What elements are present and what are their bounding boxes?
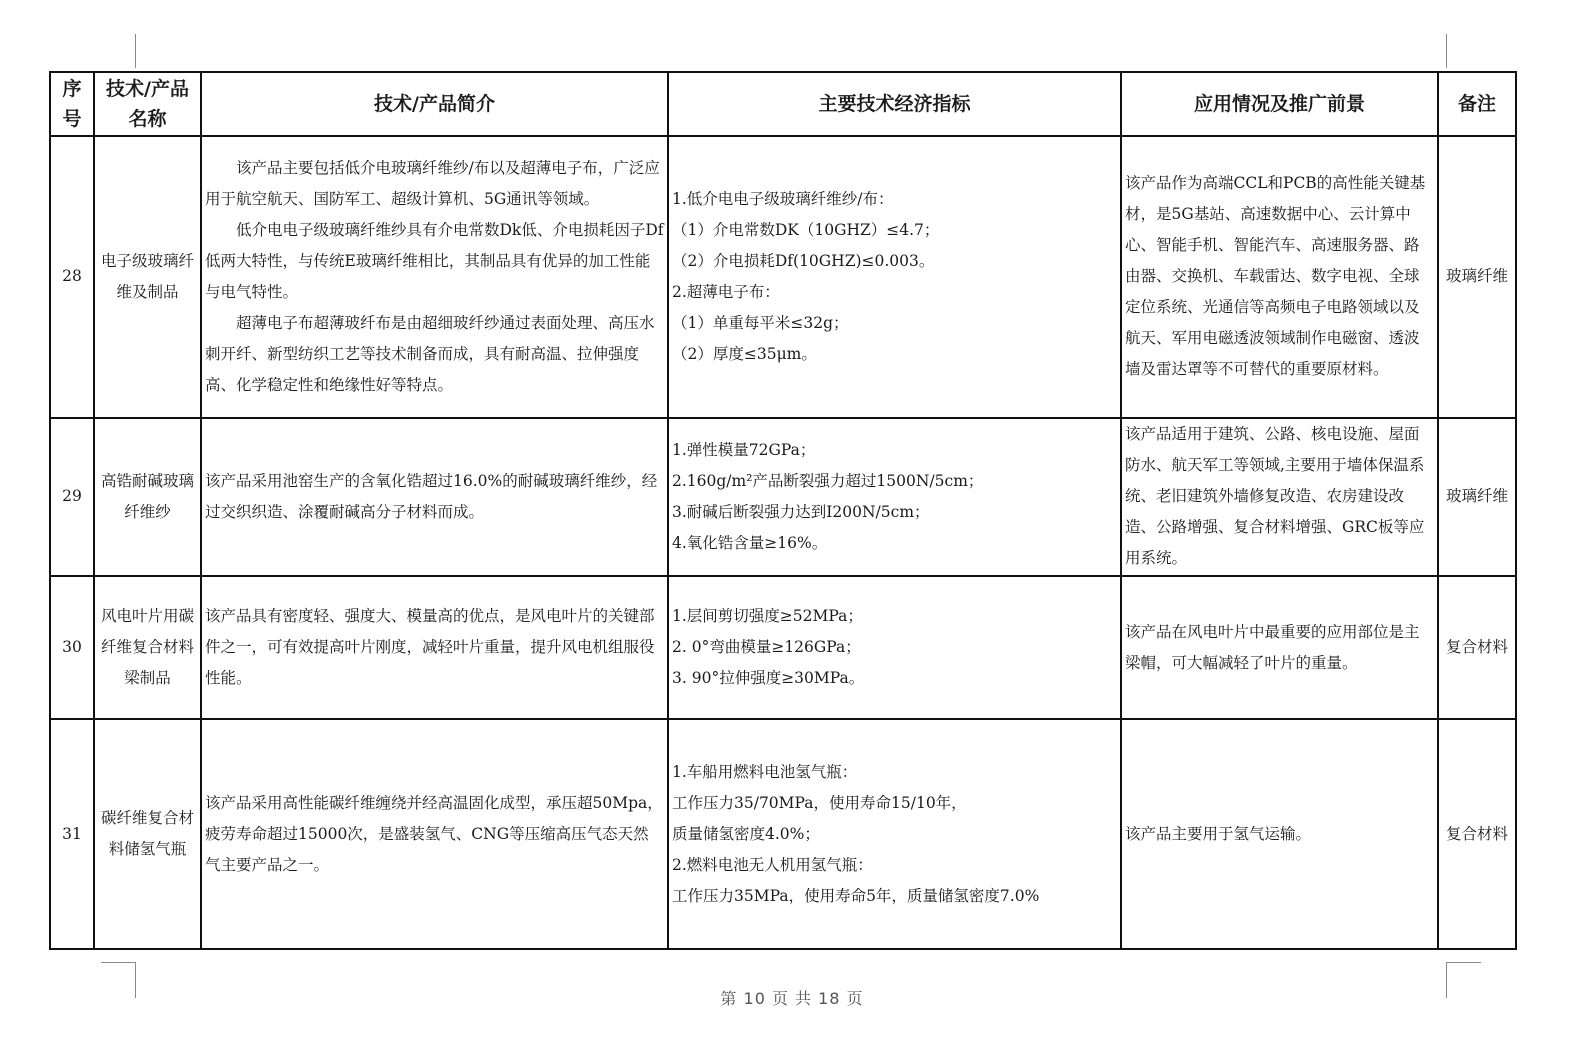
header-remark: 备注 (1438, 72, 1516, 136)
crop-mark-top-left (135, 34, 136, 68)
header-seq: 序号 (50, 72, 94, 136)
row-indicators (668, 136, 1121, 418)
intro-paragraph: 超薄电子布超薄玻纤布是由超细玻纤纱通过表面处理、高压水刺开纤、新型纺织工艺等技术制备而成，具有耐高温、拉伸强度高、化学稳定性和绝缘性好等特点。 (205, 313, 655, 394)
row-indicators (668, 719, 1121, 949)
indicator-line: 工作压力35MPa，使用寿命5年，质量储氢密度7.0% (672, 886, 1040, 905)
intro-paragraph: 该产品具有密度轻、强度大、模量高的优点，是风电叶片的关键部件之一，可有效提高叶片刚度，减轻叶片重量，提升风电机组服役性能。 (205, 607, 655, 688)
table-row (50, 418, 1516, 576)
row-intro (201, 576, 668, 719)
row-remark: 玻璃纤维 (1438, 418, 1516, 576)
indicator-line: 工作压力35/70MPa，使用寿命15/10年， (672, 793, 967, 812)
crop-mark-top-right (1446, 34, 1447, 68)
intro-paragraph: 低介电电子级玻璃纤维纱具有介电常数Dk低、介电损耗因子Df低两大特性，与传统E玻璃纤维相比，其制品具有优异的加工性能与电气特性。 (205, 220, 664, 301)
intro-paragraph: 该产品采用池窑生产的含氧化锆超过16.0%的耐碱玻璃纤维纱，经过交织织造、涂覆耐碱高分子材料而成。 (205, 471, 658, 521)
header-intro: 技术/产品简介 (201, 72, 668, 136)
indicator-line: 1.低介电电子级玻璃纤维纱/布： (672, 189, 894, 208)
indicator-line: （2）厚度≤35μm。 (672, 344, 817, 363)
table-row (50, 719, 1516, 949)
row-seq: 30 (50, 576, 94, 719)
indicator-line: 1.层间剪切强度≥52MPa； (672, 607, 863, 626)
header-application: 应用情况及推广前景 (1121, 72, 1438, 136)
page-number: 第 10 页 共 18 页 (720, 989, 864, 1008)
row-remark: 玻璃纤维 (1438, 136, 1516, 418)
row-seq: 31 (50, 719, 94, 949)
intro-paragraph: 该产品采用高性能碳纤维缠绕并经高温固化成型，承压超50Mpa，疲劳寿命超过15000次，是盛装氢气、CNG等压缩高压气态天然气主要产品之一。 (205, 793, 663, 874)
indicator-line: （2）介电损耗Df(10GHZ)≤0.003。 (672, 251, 935, 270)
intro-paragraph: 该产品主要包括低介电玻璃纤维纱/布以及超薄电子布，广泛应用于航空航天、国防军工、超级计算机、5G通讯等领域。 (205, 158, 660, 208)
row-application: 该产品作为高端CCL和PCB的高性能关键基材，是5G基站、高速数据中心、云计算中心、智能手机、智能汽车、高速服务器、路由器、交换机、车载雷达、数字电视、全球定位系统、光通信等高频电子电路领域以及航天、军用电磁透波领域制作电磁窗、透波墙及雷达罩等不可替代的重要原材料。 (1121, 136, 1438, 418)
indicator-line: 1.车船用燃料电池氢气瓶： (672, 762, 858, 781)
row-application: 该产品适用于建筑、公路、核电设施、屋面防水、航天军工等领域,主要用于墙体保温系统、老旧建筑外墙修复改造、农房建设改造、公路增强、复合材料增强、GRC板等应用系统。 (1121, 418, 1438, 576)
indicator-line: （1）介电常数DK（10GHZ）≤4.7； (672, 220, 940, 239)
row-indicators (668, 418, 1121, 576)
header-name: 技术/产品名称 (94, 72, 201, 136)
row-seq: 28 (50, 136, 94, 418)
indicator-line: 1.弹性模量72GPa； (672, 440, 816, 459)
indicator-line: 3.耐碱后断裂强力达到I200N/5cm； (672, 502, 930, 521)
row-intro (201, 719, 668, 949)
row-name: 高锆耐碱玻璃纤维纱 (94, 418, 201, 576)
row-remark: 复合材料 (1438, 719, 1516, 949)
header-indicators: 主要技术经济指标 (668, 72, 1121, 136)
indicator-line: 2.160g/m²产品断裂强力超过1500N/5cm； (672, 471, 984, 490)
row-remark: 复合材料 (1438, 576, 1516, 719)
product-table (49, 71, 1517, 950)
row-application: 该产品在风电叶片中最重要的应用部位是主梁帽，可大幅减轻了叶片的重量。 (1121, 576, 1438, 719)
row-name: 电子级玻璃纤维及制品 (94, 136, 201, 418)
table-row (50, 576, 1516, 719)
row-application: 该产品主要用于氢气运输。 (1121, 719, 1438, 949)
row-name: 碳纤维复合材料储氢气瓶 (94, 719, 201, 949)
indicator-line: 2.超薄电子布： (672, 282, 780, 301)
table-header-row (50, 72, 1516, 136)
indicator-line: 2.燃料电池无人机用氢气瓶： (672, 855, 873, 874)
indicator-line: 质量储氢密度4.0%； (672, 824, 820, 843)
row-seq: 29 (50, 418, 94, 576)
table-row (50, 136, 1516, 418)
row-intro (201, 136, 668, 418)
row-name: 风电叶片用碳纤维复合材料梁制品 (94, 576, 201, 719)
crop-mark-bottom-left-h (101, 962, 136, 963)
row-intro (201, 418, 668, 576)
row-indicators (668, 576, 1121, 719)
indicator-line: 2. 0°弯曲模量≥126GPa； (672, 638, 861, 657)
crop-mark-bottom-right-h (1446, 962, 1481, 963)
indicator-line: 4.氧化锆含量≥16%。 (672, 533, 828, 552)
indicator-line: 3. 90°拉伸强度≥30MPa。 (672, 669, 865, 688)
indicator-line: （1）单重每平米≤32g； (672, 313, 849, 332)
